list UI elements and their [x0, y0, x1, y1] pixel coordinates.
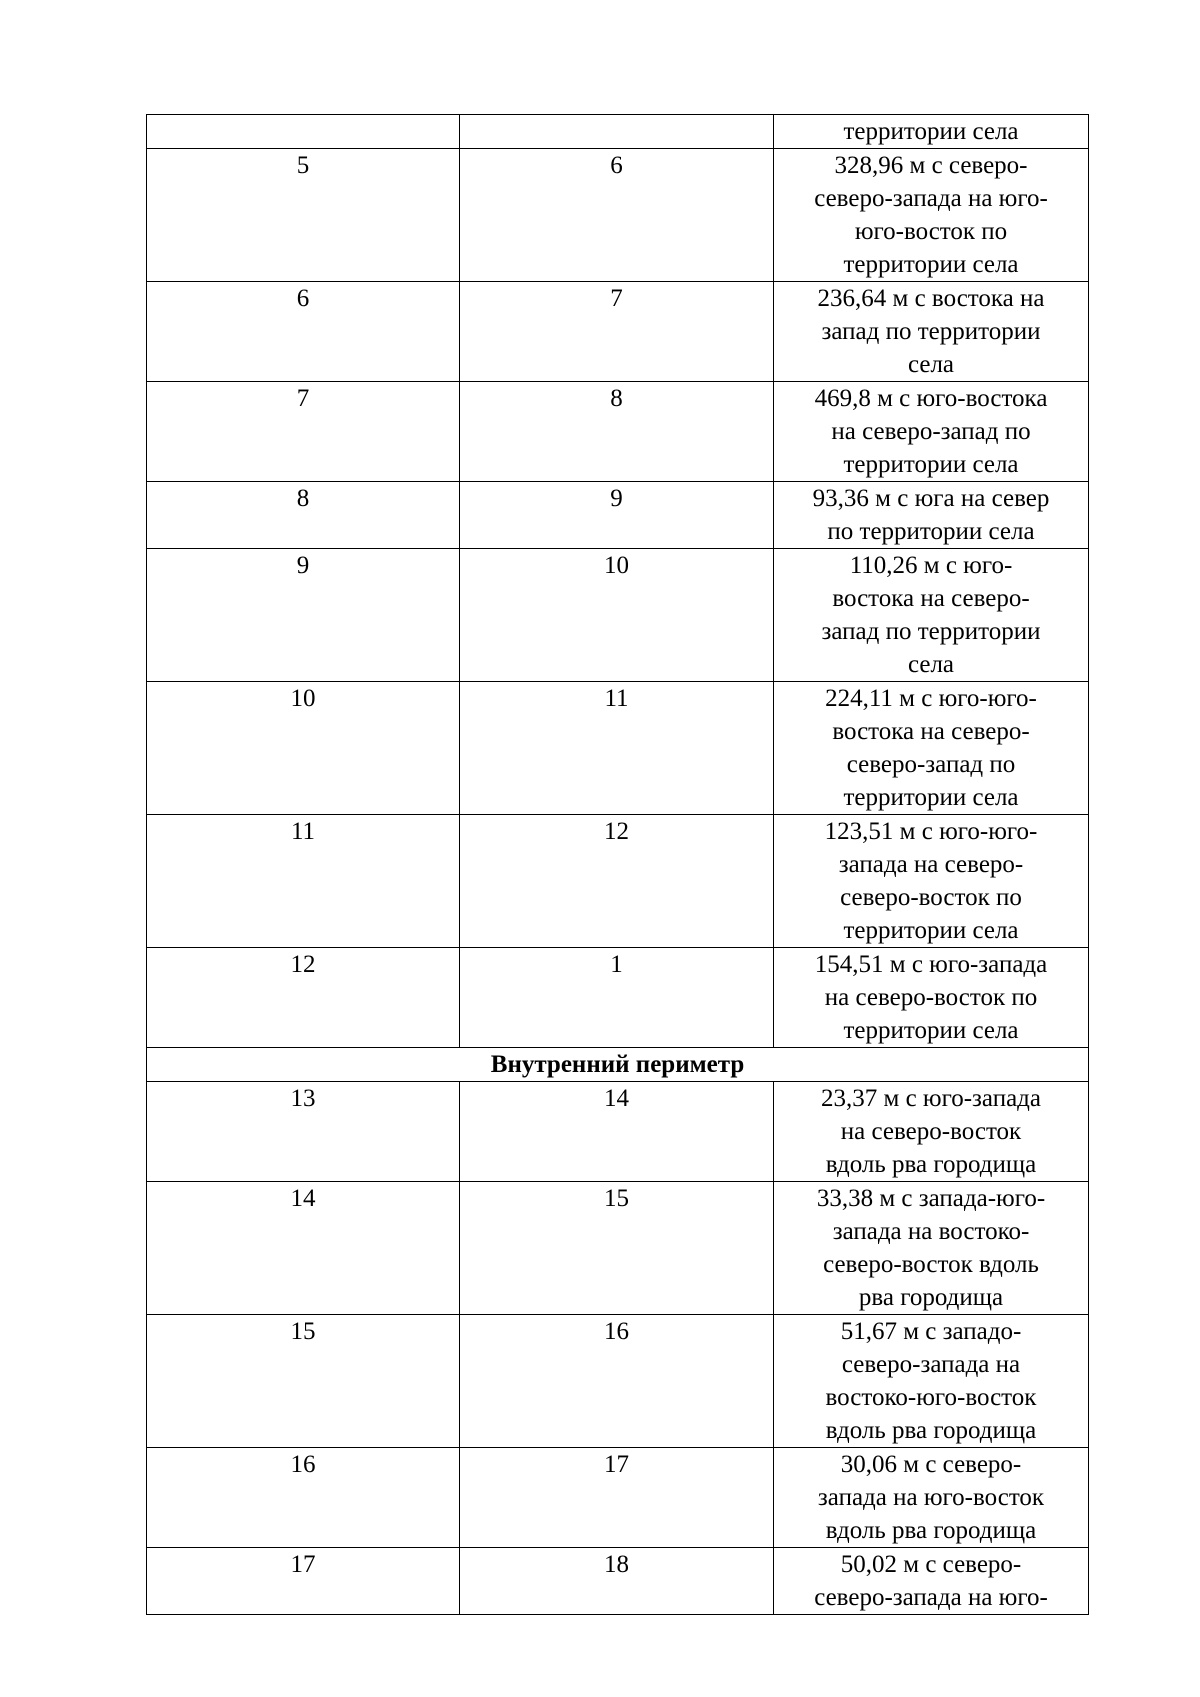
point-to-cell: 16 [460, 1315, 774, 1448]
table-row [147, 682, 1089, 815]
point-to-cell: 14 [460, 1082, 774, 1182]
table-row [147, 1548, 1089, 1615]
segment-description-cell: 328,96 м с северо- северо-запада на юго- юго-восток по территории села [774, 149, 1089, 282]
table-row [147, 1182, 1089, 1315]
segment-description-cell: 93,36 м с юга на север по территории села [774, 482, 1089, 549]
point-from-cell: 13 [147, 1082, 460, 1182]
table-row [147, 815, 1089, 948]
point-from-cell: 16 [147, 1448, 460, 1548]
point-from-cell: 10 [147, 682, 460, 815]
point-from-cell: 6 [147, 282, 460, 382]
table-row [147, 482, 1089, 549]
segment-description-cell: территории села [774, 115, 1089, 149]
segment-description-cell: 33,38 м с запада-юго- запада на востоко- северо-восток вдоль рва городища [774, 1182, 1089, 1315]
segment-description-cell: 123,51 м с юго-юго- запада на северо- северо-восток по территории села [774, 815, 1089, 948]
point-from-cell: 15 [147, 1315, 460, 1448]
point-to-cell: 18 [460, 1548, 774, 1615]
point-to-cell: 15 [460, 1182, 774, 1315]
point-from-cell: 8 [147, 482, 460, 549]
point-to-cell: 17 [460, 1448, 774, 1548]
table-row [147, 549, 1089, 682]
point-to-cell: 6 [460, 149, 774, 282]
segment-description-cell: 224,11 м с юго-юго- востока на северо- северо-запад по территории села [774, 682, 1089, 815]
point-from-cell: 11 [147, 815, 460, 948]
point-to-cell [460, 115, 774, 149]
point-to-cell: 10 [460, 549, 774, 682]
table-body [147, 115, 1089, 1615]
point-from-cell: 12 [147, 948, 460, 1048]
point-from-cell: 7 [147, 382, 460, 482]
boundary-points-table [146, 114, 1089, 1615]
point-to-cell: 8 [460, 382, 774, 482]
table-row [147, 1082, 1089, 1182]
table-row [147, 948, 1089, 1048]
point-from-cell: 5 [147, 149, 460, 282]
table-row [147, 1448, 1089, 1548]
point-from-cell: 9 [147, 549, 460, 682]
table-row [147, 149, 1089, 282]
segment-description-cell: 469,8 м с юго-востока на северо-запад по территории села [774, 382, 1089, 482]
segment-description-cell: 51,67 м с западо- северо-запада на востоко-юго-восток вдоль рва городища [774, 1315, 1089, 1448]
point-to-cell: 12 [460, 815, 774, 948]
table-row [147, 282, 1089, 382]
point-to-cell: 7 [460, 282, 774, 382]
point-from-cell: 14 [147, 1182, 460, 1315]
point-from-cell [147, 115, 460, 149]
point-to-cell: 1 [460, 948, 774, 1048]
point-to-cell: 11 [460, 682, 774, 815]
section-title: Внутренний периметр [147, 1048, 1089, 1082]
point-from-cell: 17 [147, 1548, 460, 1615]
segment-description-cell: 30,06 м с северо- запада на юго-восток вдоль рва городища [774, 1448, 1089, 1548]
segment-description-cell: 236,64 м с востока на запад по территории села [774, 282, 1089, 382]
table-row [147, 115, 1089, 149]
segment-description-cell: 110,26 м с юго- востока на северо- запад по территории села [774, 549, 1089, 682]
point-to-cell: 9 [460, 482, 774, 549]
table-row [147, 1315, 1089, 1448]
segment-description-cell: 23,37 м с юго-запада на северо-восток вдоль рва городища [774, 1082, 1089, 1182]
section-header-row [147, 1048, 1089, 1082]
segment-description-cell: 154,51 м с юго-запада на северо-восток по территории села [774, 948, 1089, 1048]
table-row [147, 382, 1089, 482]
segment-description-cell: 50,02 м с северо- северо-запада на юго- [774, 1548, 1089, 1615]
